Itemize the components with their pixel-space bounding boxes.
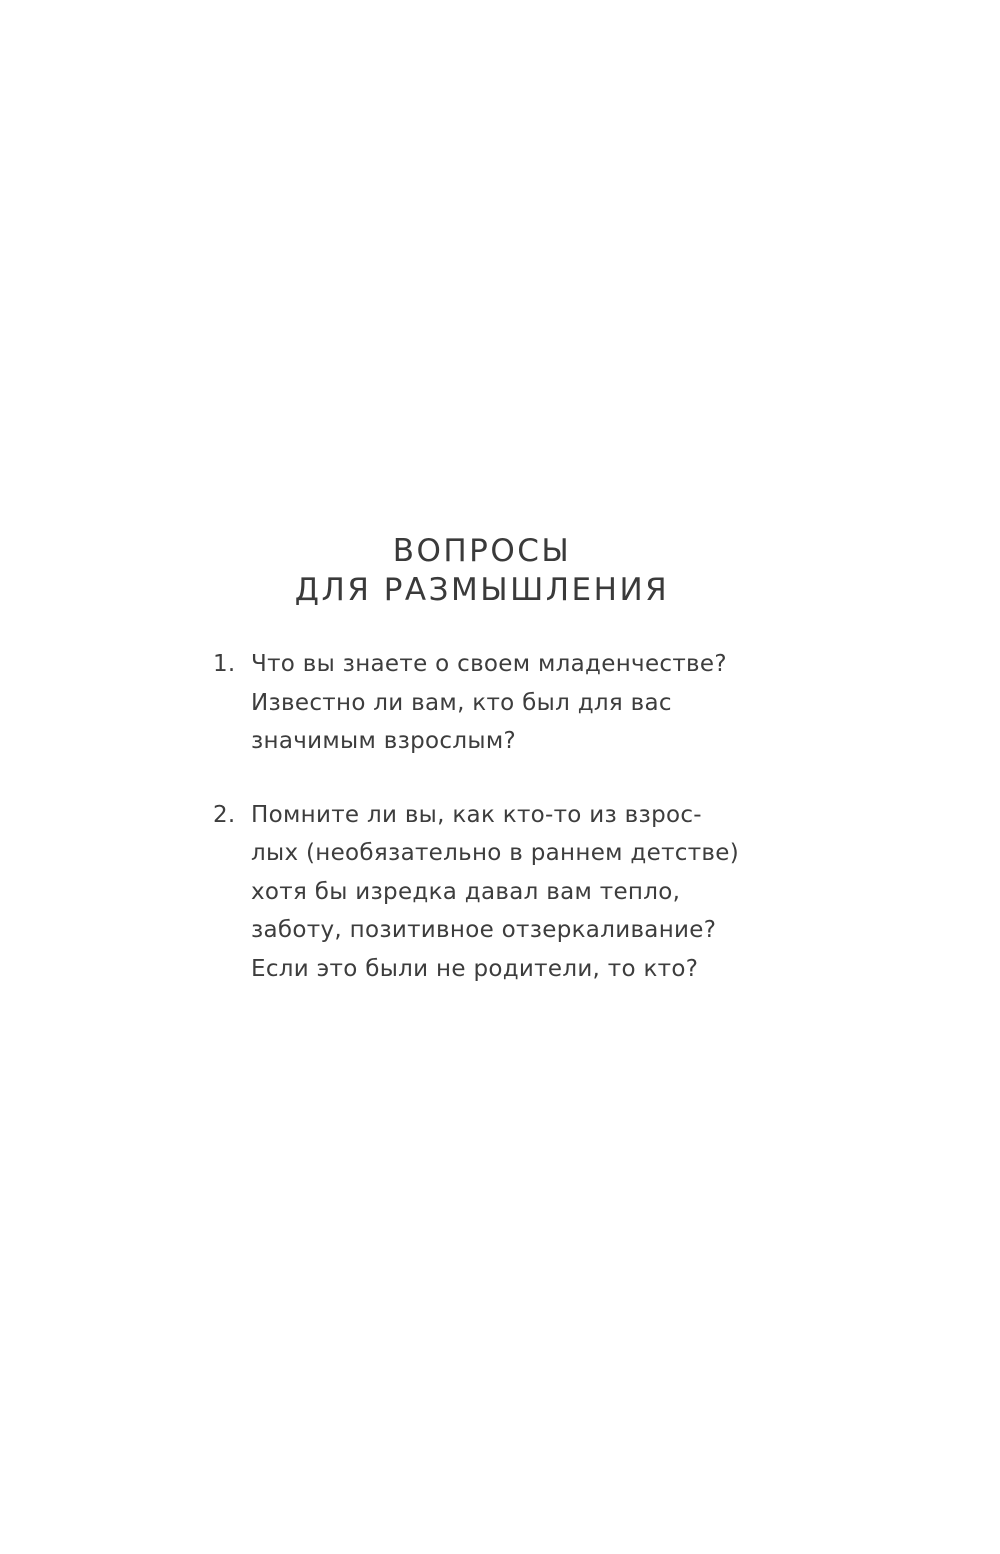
heading-line-2: ДЛЯ РАЗМЫШЛЕНИЯ [294, 572, 670, 608]
heading-line-1: ВОПРОСЫ [392, 533, 572, 569]
question-text-line: Помните ли вы, как кто-то из взрос- [251, 801, 702, 828]
question-text-line: значимым взрослым? [251, 728, 516, 754]
question-number: 1. [213, 651, 236, 677]
question-item-2 [213, 796, 753, 989]
question-text-line: хотя бы изредка давал вам тепло, [251, 878, 681, 905]
section-heading [0, 532, 964, 610]
question-text-line: Что вы знаете о своем младенчестве? [251, 651, 727, 677]
question-text-line: заботу, позитивное отзеркаливание? [251, 917, 717, 943]
questions-list [213, 645, 753, 1023]
question-text-line: Если это были не родители, то кто? [251, 955, 699, 982]
question-text-line: лых (необязательно в раннем детстве) [251, 840, 740, 866]
question-text-line: Известно ли вам, кто был для вас [251, 689, 672, 716]
question-item-1 [213, 645, 753, 761]
question-number: 2. [213, 801, 236, 828]
